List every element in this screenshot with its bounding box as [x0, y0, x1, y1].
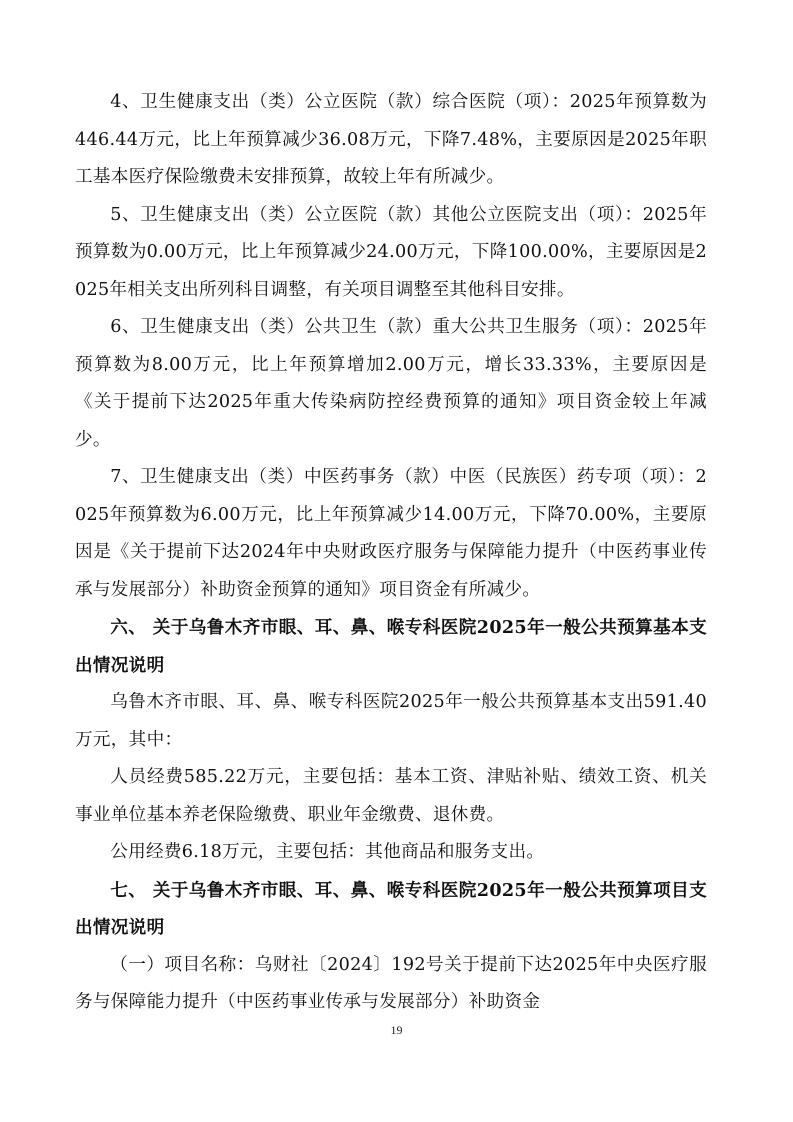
section-6-heading: 六、 关于乌鲁木齐市眼、耳、鼻、喉专科医院2025年一般公共预算基本支出情况说明: [75, 617, 707, 676]
section-7-item-1: （一）项目名称：乌财社〔2024〕192号关于提前下达2025年中央医疗服务与保障能力提升（中医药事业传承与发展部分）补助资金: [75, 954, 707, 1012]
section-7-heading: 七、 关于乌鲁木齐市眼、耳、鼻、喉专科医院2025年一般公共预算项目支出情况说明: [75, 879, 707, 938]
section-6-intro: 乌鲁木齐市眼、耳、鼻、喉专科医院2025年一般公共预算基本支出591.40万元，其中：: [75, 692, 707, 750]
page-number: 19: [390, 1023, 403, 1037]
paragraph-item-6: 6、卫生健康支出（类）公共卫生（款）重大公共卫生服务（项）：2025年预算数为8.00万元，比上年预算增加2.00万元，增长33.33%，主要原因是《关于提前下达2025年重大传染病防控经费预算的通知》项目资金较上年减少。: [75, 317, 707, 450]
paragraph-item-5: 5、卫生健康支出（类）公立医院（款）其他公立医院支出（项）：2025年预算数为0.00万元，比上年预算减少24.00万元，下降100.00%，主要原因是2025年相关支出所列科目调整，有关项目调整至其他科目安排。: [75, 204, 707, 300]
paragraph-item-4: 4、卫生健康支出（类）公立医院（款）综合医院（项）：2025年预算数为446.44万元，比上年预算减少36.08万元，下降7.48%，主要原因是2025年职工基本医疗保险缴费未安排预算，故较上年有所减少。: [75, 92, 707, 187]
document-body: [75, 84, 707, 1022]
section-6-public-expenses: 公用经费6.18万元，主要包括：其他商品和服务支出。: [110, 842, 545, 862]
paragraph-item-7: 7、卫生健康支出（类）中医药事务（款）中医（民族医）药专项（项）：2025年预算数为6.00万元，比上年预算减少14.00万元，下降70.00%，主要原因是《关于提前下达2024年中央财政医疗服务与保障能力提升（中医药事业传承与发展部分）补助资金预算的通知》项目资金有所减少。: [75, 467, 707, 600]
section-6-personnel-expenses: 人员经费585.22万元，主要包括：基本工资、津贴补贴、绩效工资、机关事业单位基本养老保险缴费、职业年金缴费、退休费。: [75, 767, 707, 825]
